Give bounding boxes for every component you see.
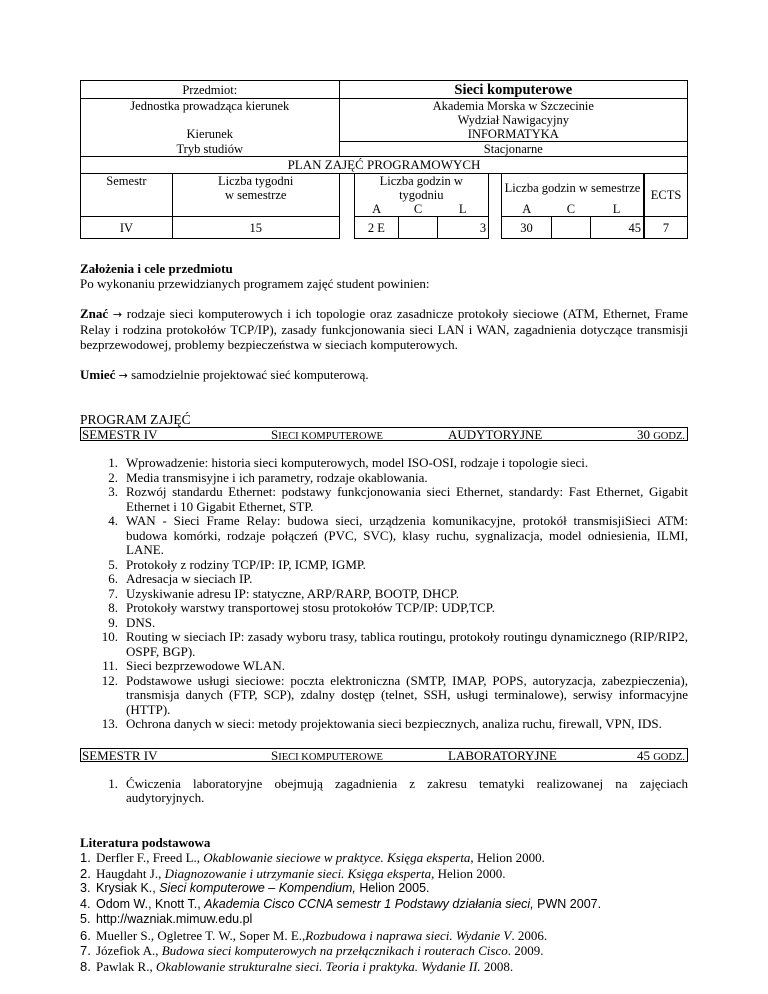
literature-item [80, 928, 688, 944]
list-item-number: 4. [108, 513, 118, 528]
class-type-label: LABORATORYJNE [448, 747, 557, 763]
literature-book-title: Sieci komputerowe – Kompendium, [159, 881, 356, 895]
tryb-value: Stacjonarne [339, 142, 687, 157]
course-header-table [80, 80, 688, 239]
literature-number: 7. [80, 943, 91, 958]
semester-header-lab [80, 748, 688, 762]
literature-author: Krysiak K., [96, 881, 160, 895]
goal-znac [80, 306, 688, 352]
literature-number: 5. [80, 912, 91, 926]
literature-author: http://wazniak.mimuw.edu.pl [96, 912, 253, 926]
literature-book-title: Budowa sieci komputerowych na przełącznikach i routerach Cisco [161, 943, 508, 958]
list-item [80, 471, 688, 486]
list-item [80, 659, 688, 674]
list-item [80, 558, 688, 573]
col-ects: ECTS [645, 174, 688, 217]
row-ects: 7 [645, 217, 688, 239]
literature-author: Haugdaht J., [96, 865, 165, 881]
sub-a: A [501, 202, 551, 217]
tryb-label: Tryb studiów [81, 142, 340, 157]
literature-book-title: Okablowanie strukturalne sieci. Teoria i praktyka. Wydanie II. [155, 958, 481, 974]
list-item-number: 2. [108, 469, 118, 485]
list-item-text: DNS. [126, 614, 156, 630]
hours-unit: GODZ. [653, 431, 685, 442]
col-godz-tydz: Liczba godzin w tygodniu [354, 174, 489, 203]
list-item-text: Ćwiczenia laboratoryjne obejmują zagadnienia z zakresu tematyki realizowanej na zajęciach audytoryjnych. [126, 775, 688, 805]
literature-title: Literatura podstawowa [80, 834, 211, 850]
arrow-right-icon: → [112, 308, 123, 321]
literature-publisher: PWN 2007. [533, 896, 602, 911]
literature-number: 4. [80, 896, 91, 911]
literature-book-title: Okablowanie sieciowe w praktyce. Księga eksperta, [203, 850, 474, 865]
semester-label: SEMESTR IV [82, 747, 158, 763]
list-item-text: WAN - Sieci Frame Relay: budowa sieci, urządzenia komunikacyjne, protokół transmisjiSieci ATM: budowa komórki, rodzaje połączeń (PVC, SVC), klasy ruchu, sygnalizacja, model odniesienia, ILMI, LANE. [126, 513, 688, 557]
jednostka-value-2: Wydział Nawigacyjny [457, 113, 569, 127]
literature-list [80, 850, 688, 974]
list-item [80, 514, 688, 558]
literature-publisher: 2008. [480, 958, 514, 974]
przedmiot-value: Sieci komputerowe [339, 81, 687, 99]
subject-first: S [271, 427, 279, 442]
goal-umiec [80, 367, 688, 383]
subject-label [271, 428, 383, 443]
col-liczba-tygodni-1: Liczba tygodni [218, 174, 294, 188]
sub-l: L [437, 202, 488, 217]
literature-item [80, 881, 688, 897]
literature-book-title: Rozbudowa i naprawa sieci. Wydanie V [305, 927, 512, 943]
literature-number: 8. [80, 958, 91, 974]
sub-c: C [399, 202, 437, 217]
list-item-number: 13. [101, 716, 118, 731]
literature-number: 1. [80, 850, 91, 865]
row-tydz-a: 2 E [354, 217, 399, 239]
literature-item [80, 959, 688, 975]
list-item [80, 630, 688, 659]
jednostka-value-1: Akademia Morska w Szczecinie [432, 99, 594, 113]
kierunek-label: Kierunek [81, 127, 340, 142]
subject-rest: IECI KOMPUTEROWE [278, 431, 383, 442]
list-item [80, 485, 688, 514]
literature-publisher: Helion 2000. [434, 865, 506, 881]
list-item [80, 777, 688, 806]
literature-author: Derfler F., Freed L., [96, 850, 204, 865]
literature-book-title: Akademia Cisco CCNA semestr 1 Podstawy działania sieci, [204, 896, 534, 911]
list-item-text: Ochrona danych w sieci: metody projektowania sieci bezpiecznych, analiza ruchu, firewall, VPN, IDS. [126, 716, 662, 731]
list-item-number: 6. [108, 571, 118, 586]
hours-num: 45 [636, 747, 650, 763]
row-semestr: IV [81, 217, 173, 239]
literature-author: Józefiok A., [96, 943, 162, 958]
hours-unit: GODZ. [653, 751, 685, 763]
list-item-number: 5. [108, 556, 118, 572]
literature-item [80, 866, 688, 882]
list-item [80, 587, 688, 602]
list-item [80, 616, 688, 631]
goals-intro: Po wykonaniu przewidzianych programem zajęć student powinien: [80, 276, 430, 291]
sub-l: L [590, 202, 643, 217]
plan-title: PLAN ZAJĘĆ PROGRAMOWYCH [81, 157, 688, 174]
literature-publisher: Helion 2000. [473, 850, 545, 865]
col-semestr: Semestr [81, 174, 173, 217]
znac-label: Znać [80, 306, 109, 321]
hours-num: 30 [636, 427, 650, 442]
sub-a: A [354, 202, 399, 217]
jednostka-label: Jednostka prowadząca kierunek [81, 99, 340, 128]
semester-label: SEMESTR IV [82, 427, 158, 442]
list-item [80, 572, 688, 587]
subject-rest: IECI KOMPUTEROWE [278, 751, 383, 763]
row-sem-l: 45 [590, 217, 643, 239]
list-item-number: 1. [108, 775, 118, 791]
umiec-text: samodzielnie projektować sieć komputerową. [131, 367, 369, 382]
list-item-number: 3. [108, 484, 118, 499]
list-item-number: 12. [101, 672, 118, 688]
list-item [80, 717, 688, 732]
literature-publisher: Helion 2005. [355, 881, 430, 895]
list-item-text: Protokoły warstwy transportowej stosu protokołów TCP/IP: UDP,TCP. [126, 600, 495, 615]
literature-number: 2. [80, 865, 91, 881]
jednostka-value [339, 99, 687, 128]
literature-author: Mueller S., Ogletree T. W., Soper M. E., [96, 927, 306, 943]
row-sem-a: 30 [501, 217, 551, 239]
literature-number: 3. [80, 881, 91, 895]
arrow-right-icon: → [118, 369, 128, 382]
row-tydz-l: 3 [437, 217, 488, 239]
program-title: PROGRAM ZAJĘĆ [80, 412, 191, 427]
table-row [81, 217, 688, 239]
literature-item [80, 897, 688, 913]
list-item-text: Adresacja w sieciach IP. [126, 571, 253, 586]
list-item-number: 9. [108, 614, 118, 630]
list-item [80, 674, 688, 718]
literature-author: Pawlak R., [96, 958, 156, 974]
spacer-cell [489, 174, 502, 239]
list-item [80, 601, 688, 616]
sub-c: C [552, 202, 590, 217]
goals-section [80, 261, 688, 291]
spacer-cell [339, 174, 354, 239]
znac-text: rodzaje sieci komputerowych i ich topologie oraz zasadnicze protokoły sieciowe (ATM, Ethernet, Frame Relay i rodzina protokołów TCP/IP), zasady funkcjonowania sieci LAN i WAN, zagadnienia dotyczące transmisji bezprzewodowej, problemy bezpieczeństwa w sieciach komputerowych. [80, 306, 689, 352]
literature-number: 6. [80, 927, 91, 943]
row-tydz-c [399, 217, 437, 239]
list-item-text: Protokoły z rodziny TCP/IP: IP, ICMP, IGMP. [126, 556, 366, 572]
row-sem-c [552, 217, 590, 239]
class-type-label: AUDYTORYJNE [448, 427, 543, 442]
goals-title: Założenia i cele przedmiotu [80, 261, 233, 276]
list-item-number: 7. [108, 585, 118, 601]
col-liczba-tygodni [172, 174, 339, 217]
literature-item [80, 850, 688, 866]
list-item [80, 456, 688, 471]
hours-label [637, 749, 685, 764]
kierunek-value: INFORMATYKA [339, 127, 687, 142]
list-item-text: Routing w sieciach IP: zasady wyboru trasy, tablica routingu, protokoły routingu dynamicznego (RIP/RIP2, OSPF, BGP). [126, 629, 688, 659]
list-item-text: Media transmisyjne i ich parametry, rodzaje okablowania. [126, 469, 428, 485]
document-page [80, 80, 688, 974]
list-item-text: Rozwój standardu Ethernet: podstawy funkcjonowania sieci Ethernet, standardy: Fast Ethernet, Gigabit Ethernet i 10 Gigabit Ethernet, STP. [126, 484, 688, 514]
list-item-text: Podstawowe usługi sieciowe: poczta elektroniczna (SMTP, IMAP, POPS, autoryzacja, zabezpieczenia), transmisja danych (FTP, SCP), zdalny dostęp (telnet, SSH, usługi terminalowe), serwisy informacyjne (HTTP). [126, 672, 688, 717]
przedmiot-label: Przedmiot: [81, 81, 340, 99]
list-item-number: 8. [108, 600, 118, 615]
list-item-number: 10. [101, 629, 118, 644]
semester-header-auditory [80, 427, 688, 441]
col-liczba-tygodni-2: w semestrze [224, 188, 287, 202]
literature-item [80, 943, 688, 959]
col-godz-sem: Liczba godzin w semestrze [501, 174, 643, 203]
auditory-topics-list [80, 456, 688, 732]
literature-book-title: Diagnozowanie i utrzymanie sieci. Księga eksperta, [164, 865, 435, 881]
literature-author: Odom W., Knott T., [96, 896, 205, 911]
umiec-label: Umieć [80, 367, 116, 382]
lab-topics-list [80, 777, 688, 806]
hours-label [637, 428, 685, 443]
list-item-number: 1. [108, 455, 118, 470]
literature-publisher: . 2006. [511, 927, 548, 943]
list-item-number: 11. [102, 658, 118, 673]
list-item-text: Sieci bezprzewodowe WLAN. [126, 658, 285, 673]
literature-publisher: . 2009. [507, 943, 544, 958]
literature-item[interactable] [80, 912, 688, 928]
subject-label [271, 749, 383, 764]
list-item-text: Wprowadzenie: historia sieci komputerowych, model ISO-OSI, rodzaje i topologie sieci. [126, 455, 589, 470]
row-tygodnie: 15 [172, 217, 339, 239]
list-item-text: Uzyskiwanie adresu IP: statyczne, ARP/RARP, BOOTP, DHCP. [126, 585, 459, 601]
subject-first: S [271, 747, 279, 763]
